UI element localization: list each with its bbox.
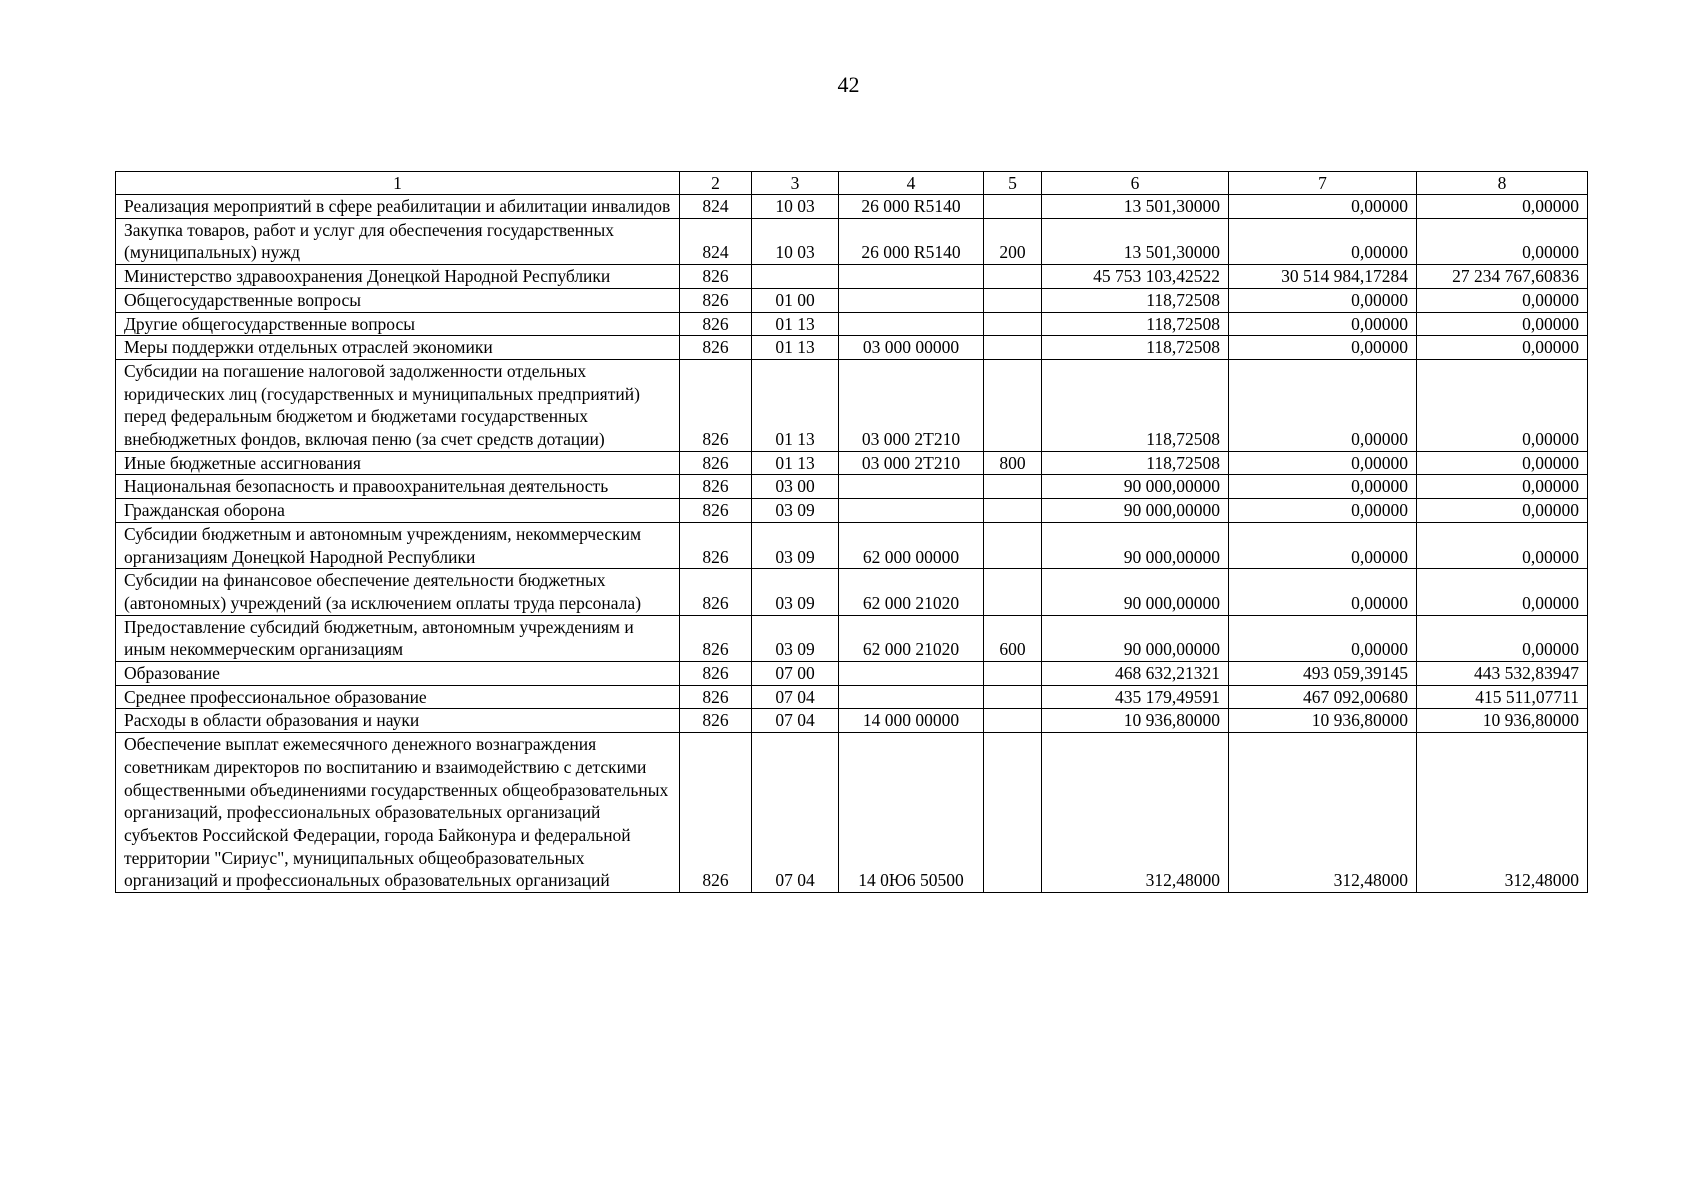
row-name: Другие общегосударственные вопросы xyxy=(116,312,680,336)
ministry-code: 824 xyxy=(680,218,752,264)
table-row xyxy=(116,522,1588,568)
expense-type xyxy=(984,195,1042,219)
table-row xyxy=(116,499,1588,523)
amount-col6: 90 000,00000 xyxy=(1042,569,1229,615)
target-article xyxy=(839,265,984,289)
ministry-code: 826 xyxy=(680,451,752,475)
section-code: 03 09 xyxy=(752,615,839,661)
target-article xyxy=(839,685,984,709)
amount-col8: 312,48000 xyxy=(1417,733,1588,893)
expense-type xyxy=(984,685,1042,709)
row-name: Иные бюджетные ассигнования xyxy=(116,451,680,475)
amount-col7: 0,00000 xyxy=(1229,615,1417,661)
expense-type xyxy=(984,569,1042,615)
ministry-code: 826 xyxy=(680,685,752,709)
section-code: 01 13 xyxy=(752,359,839,451)
expense-type xyxy=(984,662,1042,686)
amount-col7: 0,00000 xyxy=(1229,451,1417,475)
amount-col7: 0,00000 xyxy=(1229,288,1417,312)
table-row xyxy=(116,359,1588,451)
ministry-code: 826 xyxy=(680,359,752,451)
expense-type xyxy=(984,475,1042,499)
amount-col6: 468 632,21321 xyxy=(1042,662,1229,686)
expense-type xyxy=(984,336,1042,360)
row-name: Предоставление субсидий бюджетным, автономным учреждениям и иным некоммерческим организациям xyxy=(116,615,680,661)
amount-col8: 0,00000 xyxy=(1417,615,1588,661)
amount-col8: 27 234 767,60836 xyxy=(1417,265,1588,289)
amount-col8: 0,00000 xyxy=(1417,218,1588,264)
header-cell: 8 xyxy=(1417,172,1588,195)
ministry-code: 826 xyxy=(680,615,752,661)
page-number: 42 xyxy=(837,72,860,97)
section-code: 03 09 xyxy=(752,522,839,568)
table-row xyxy=(116,265,1588,289)
ministry-code: 826 xyxy=(680,709,752,733)
ministry-code: 826 xyxy=(680,662,752,686)
amount-col7: 0,00000 xyxy=(1229,522,1417,568)
target-article xyxy=(839,475,984,499)
section-code: 07 04 xyxy=(752,733,839,893)
table-row xyxy=(116,733,1588,893)
section-code: 10 03 xyxy=(752,218,839,264)
table-row xyxy=(116,475,1588,499)
ministry-code: 826 xyxy=(680,522,752,568)
amount-col8: 0,00000 xyxy=(1417,475,1588,499)
target-article: 62 000 21020 xyxy=(839,569,984,615)
amount-col7: 0,00000 xyxy=(1229,312,1417,336)
table-row xyxy=(116,288,1588,312)
table-row xyxy=(116,312,1588,336)
amount-col8: 443 532,83947 xyxy=(1417,662,1588,686)
section-code: 01 13 xyxy=(752,312,839,336)
table-row xyxy=(116,451,1588,475)
amount-col6: 90 000,00000 xyxy=(1042,522,1229,568)
row-name: Среднее профессиональное образование xyxy=(116,685,680,709)
amount-col8: 0,00000 xyxy=(1417,336,1588,360)
row-name: Субсидии на погашение налоговой задолженности отдельных юридических лиц (государственных и муниципальных предприятий) перед федеральным бюджетом и бюджетами государственных внебюджетных фондов, включая пеню (за счет средств дотации) xyxy=(116,359,680,451)
target-article: 26 000 R5140 xyxy=(839,218,984,264)
amount-col6: 90 000,00000 xyxy=(1042,615,1229,661)
amount-col6: 118,72508 xyxy=(1042,451,1229,475)
expense-type xyxy=(984,359,1042,451)
amount-col7: 493 059,39145 xyxy=(1229,662,1417,686)
expense-type: 800 xyxy=(984,451,1042,475)
table-row xyxy=(116,615,1588,661)
amount-col6: 13 501,30000 xyxy=(1042,218,1229,264)
target-article xyxy=(839,312,984,336)
amount-col6: 90 000,00000 xyxy=(1042,475,1229,499)
amount-col6: 118,72508 xyxy=(1042,288,1229,312)
header-cell: 5 xyxy=(984,172,1042,195)
row-name: Национальная безопасность и правоохранительная деятельность xyxy=(116,475,680,499)
table-row xyxy=(116,709,1588,733)
amount-col6: 312,48000 xyxy=(1042,733,1229,893)
amount-col6: 118,72508 xyxy=(1042,336,1229,360)
table-row xyxy=(116,218,1588,264)
row-name: Обеспечение выплат ежемесячного денежного вознаграждения советникам директоров по воспитанию и взаимодействию с детскими общественными объединениями государственных общеобразовательных организаций, профессиональных образовательных организаций субъектов Российской Федерации, города Байконура и федеральной территории "Сириус", муниципальных общеобразовательных организаций и профессиональных образовательных организаций xyxy=(116,733,680,893)
target-article: 14 0Ю6 50500 xyxy=(839,733,984,893)
section-code: 03 09 xyxy=(752,499,839,523)
amount-col8: 0,00000 xyxy=(1417,195,1588,219)
row-name: Общегосударственные вопросы xyxy=(116,288,680,312)
amount-col8: 0,00000 xyxy=(1417,569,1588,615)
expense-type xyxy=(984,522,1042,568)
amount-col7: 0,00000 xyxy=(1229,195,1417,219)
ministry-code: 826 xyxy=(680,288,752,312)
amount-col7: 0,00000 xyxy=(1229,336,1417,360)
expense-type: 600 xyxy=(984,615,1042,661)
amount-col6: 118,72508 xyxy=(1042,359,1229,451)
amount-col7: 0,00000 xyxy=(1229,218,1417,264)
row-name: Закупка товаров, работ и услуг для обеспечения государственных (муниципальных) нужд xyxy=(116,218,680,264)
ministry-code: 824 xyxy=(680,195,752,219)
section-code: 07 04 xyxy=(752,685,839,709)
section-code xyxy=(752,265,839,289)
section-code: 01 13 xyxy=(752,451,839,475)
target-article: 03 000 2Т210 xyxy=(839,451,984,475)
header-row xyxy=(116,172,1588,195)
expense-type xyxy=(984,499,1042,523)
amount-col8: 415 511,07711 xyxy=(1417,685,1588,709)
target-article: 62 000 00000 xyxy=(839,522,984,568)
target-article: 03 000 2Т210 xyxy=(839,359,984,451)
amount-col7: 467 092,00680 xyxy=(1229,685,1417,709)
target-article: 14 000 00000 xyxy=(839,709,984,733)
ministry-code: 826 xyxy=(680,475,752,499)
amount-col7: 10 936,80000 xyxy=(1229,709,1417,733)
amount-col8: 10 936,80000 xyxy=(1417,709,1588,733)
amount-col8: 0,00000 xyxy=(1417,288,1588,312)
amount-col8: 0,00000 xyxy=(1417,522,1588,568)
row-name: Меры поддержки отдельных отраслей экономики xyxy=(116,336,680,360)
ministry-code: 826 xyxy=(680,569,752,615)
row-name: Субсидии на финансовое обеспечение деятельности бюджетных (автономных) учреждений (за исключением оплаты труда персонала) xyxy=(116,569,680,615)
header-cell: 1 xyxy=(116,172,680,195)
amount-col6: 10 936,80000 xyxy=(1042,709,1229,733)
header-cell: 3 xyxy=(752,172,839,195)
amount-col8: 0,00000 xyxy=(1417,312,1588,336)
amount-col7: 0,00000 xyxy=(1229,569,1417,615)
expense-type xyxy=(984,288,1042,312)
amount-col6: 45 753 103,42522 xyxy=(1042,265,1229,289)
expense-type xyxy=(984,733,1042,893)
amount-col6: 90 000,00000 xyxy=(1042,499,1229,523)
amount-col8: 0,00000 xyxy=(1417,359,1588,451)
row-name: Реализация мероприятий в сфере реабилитации и абилитации инвалидов xyxy=(116,195,680,219)
amount-col6: 118,72508 xyxy=(1042,312,1229,336)
row-name: Образование xyxy=(116,662,680,686)
row-name: Субсидии бюджетным и автономным учреждениям, некоммерческим организациям Донецкой Народной Республики xyxy=(116,522,680,568)
section-code: 01 13 xyxy=(752,336,839,360)
table-row xyxy=(116,569,1588,615)
table-row xyxy=(116,685,1588,709)
ministry-code: 826 xyxy=(680,733,752,893)
amount-col7: 0,00000 xyxy=(1229,475,1417,499)
expense-type: 200 xyxy=(984,218,1042,264)
amount-col6: 13 501,30000 xyxy=(1042,195,1229,219)
row-name: Министерство здравоохранения Донецкой Народной Республики xyxy=(116,265,680,289)
target-article xyxy=(839,288,984,312)
header-cell: 7 xyxy=(1229,172,1417,195)
ministry-code: 826 xyxy=(680,265,752,289)
header-cell: 6 xyxy=(1042,172,1229,195)
amount-col7: 312,48000 xyxy=(1229,733,1417,893)
section-code: 01 00 xyxy=(752,288,839,312)
table-row xyxy=(116,336,1588,360)
expense-type xyxy=(984,265,1042,289)
section-code: 07 04 xyxy=(752,709,839,733)
ministry-code: 826 xyxy=(680,312,752,336)
target-article: 03 000 00000 xyxy=(839,336,984,360)
row-name: Расходы в области образования и науки xyxy=(116,709,680,733)
table-body xyxy=(116,195,1588,893)
target-article: 26 000 R5140 xyxy=(839,195,984,219)
section-code: 03 09 xyxy=(752,569,839,615)
amount-col7: 0,00000 xyxy=(1229,499,1417,523)
amount-col7: 30 514 984,17284 xyxy=(1229,265,1417,289)
section-code: 03 00 xyxy=(752,475,839,499)
amount-col6: 435 179,49591 xyxy=(1042,685,1229,709)
budget-table xyxy=(115,171,1588,893)
ministry-code: 826 xyxy=(680,499,752,523)
target-article xyxy=(839,499,984,523)
section-code: 07 00 xyxy=(752,662,839,686)
ministry-code: 826 xyxy=(680,336,752,360)
table-row xyxy=(116,662,1588,686)
expense-type xyxy=(984,312,1042,336)
target-article: 62 000 21020 xyxy=(839,615,984,661)
header-cell: 2 xyxy=(680,172,752,195)
amount-col7: 0,00000 xyxy=(1229,359,1417,451)
amount-col8: 0,00000 xyxy=(1417,499,1588,523)
section-code: 10 03 xyxy=(752,195,839,219)
table-row xyxy=(116,195,1588,219)
row-name: Гражданская оборона xyxy=(116,499,680,523)
target-article xyxy=(839,662,984,686)
expense-type xyxy=(984,709,1042,733)
header-cell: 4 xyxy=(839,172,984,195)
amount-col8: 0,00000 xyxy=(1417,451,1588,475)
